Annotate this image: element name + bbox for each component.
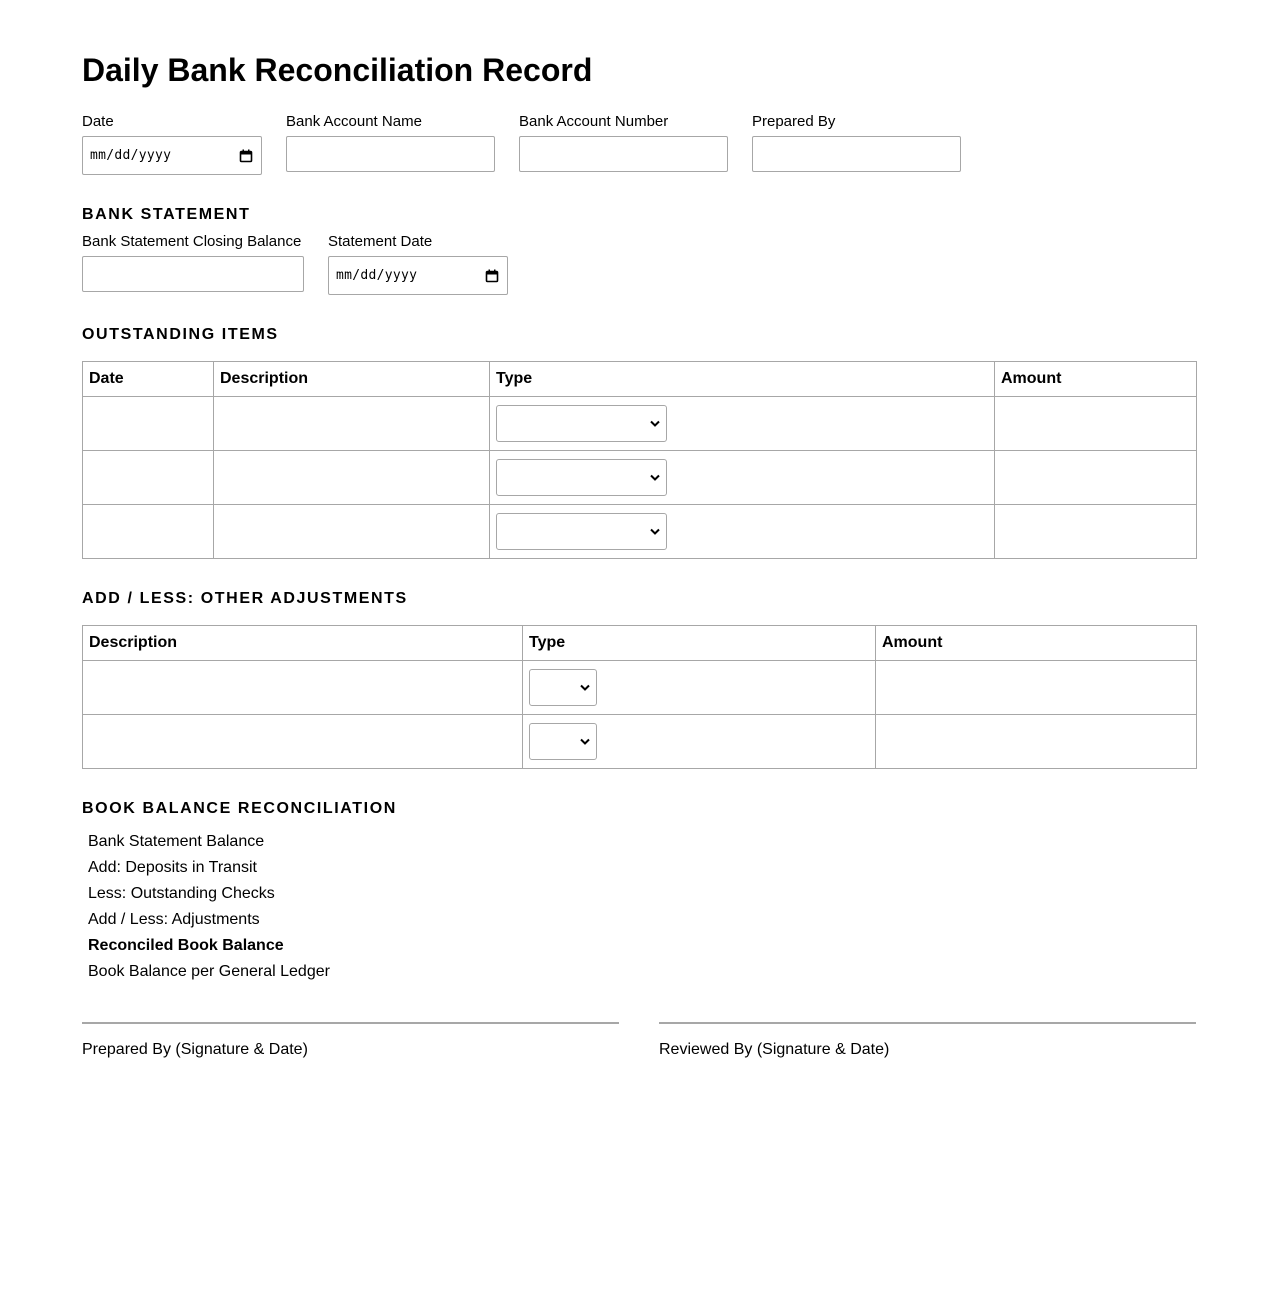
statement-date-placeholder: mm/dd/yyyy — [336, 268, 418, 283]
bank-account-name-label: Bank Account Name — [286, 113, 422, 130]
statement-date-label: Statement Date — [328, 233, 433, 250]
type-cell — [523, 715, 876, 769]
signature-line — [82, 1022, 619, 1024]
type-select[interactable] — [496, 459, 667, 496]
date-placeholder: mm/dd/yyyy — [90, 148, 172, 163]
bank-account-number-group — [519, 113, 668, 131]
general-ledger-balance-line: Book Balance per General Ledger — [88, 963, 330, 980]
bank-account-number-input[interactable] — [519, 136, 728, 172]
signature-line — [659, 1022, 1196, 1024]
adjustments-heading: ADD / LESS: OTHER ADJUSTMENTS — [82, 590, 408, 607]
bank-account-name-input[interactable] — [286, 136, 495, 172]
bank-account-name-group — [286, 113, 422, 131]
adjustments-table — [82, 625, 1197, 769]
statement-date-group — [328, 233, 433, 283]
prepared-by-signature — [82, 1022, 619, 1060]
table-row — [83, 397, 1197, 451]
reconciled-book-balance-line: Reconciled Book Balance — [88, 937, 284, 954]
description-cell[interactable] — [214, 397, 490, 451]
description-cell[interactable] — [83, 715, 523, 769]
table-header-row — [83, 626, 1197, 661]
type-cell — [523, 661, 876, 715]
table-row — [83, 451, 1197, 505]
type-select[interactable] — [496, 405, 667, 442]
bank-statement-heading: BANK STATEMENT — [82, 206, 251, 223]
date-field-group — [82, 113, 172, 163]
date-cell[interactable] — [83, 505, 214, 559]
column-header-type: Type — [490, 362, 995, 397]
closing-balance-input[interactable] — [82, 256, 304, 292]
amount-cell[interactable] — [876, 715, 1197, 769]
outstanding-items-table — [82, 361, 1197, 559]
amount-cell[interactable] — [995, 451, 1197, 505]
chevron-down-icon — [650, 528, 660, 535]
prepared-by-group — [752, 113, 835, 131]
date-input[interactable] — [82, 136, 262, 175]
column-header-amount: Amount — [876, 626, 1197, 661]
deposits-in-transit-line: Add: Deposits in Transit — [88, 859, 257, 876]
chevron-down-icon — [580, 738, 590, 745]
description-cell[interactable] — [214, 451, 490, 505]
prepared-by-input[interactable] — [752, 136, 961, 172]
amount-cell[interactable] — [995, 505, 1197, 559]
calendar-icon[interactable] — [239, 149, 253, 163]
prepared-by-signature-label: Prepared By (Signature & Date) — [82, 1041, 308, 1058]
column-header-date: Date — [83, 362, 214, 397]
book-balance-list — [88, 829, 330, 985]
outstanding-checks-line: Less: Outstanding Checks — [88, 885, 275, 902]
bank-account-number-label: Bank Account Number — [519, 113, 669, 130]
type-select[interactable] — [529, 723, 597, 760]
date-label: Date — [82, 113, 114, 130]
outstanding-items-heading: OUTSTANDING ITEMS — [82, 326, 279, 343]
table-header-row — [83, 362, 1197, 397]
reviewed-by-signature-label: Reviewed By (Signature & Date) — [659, 1041, 890, 1058]
bank-statement-balance-line: Bank Statement Balance — [88, 833, 265, 850]
chevron-down-icon — [580, 684, 590, 691]
table-row — [83, 715, 1197, 769]
table-row — [83, 505, 1197, 559]
chevron-down-icon — [650, 474, 660, 481]
type-select[interactable] — [529, 669, 597, 706]
type-cell — [490, 505, 995, 559]
amount-cell[interactable] — [876, 661, 1197, 715]
statement-date-input[interactable] — [328, 256, 508, 295]
chevron-down-icon — [650, 420, 660, 427]
table-row — [83, 661, 1197, 715]
type-select[interactable] — [496, 513, 667, 550]
amount-cell[interactable] — [995, 397, 1197, 451]
date-cell[interactable] — [83, 451, 214, 505]
closing-balance-label: Bank Statement Closing Balance — [82, 233, 302, 250]
type-cell — [490, 451, 995, 505]
type-cell — [490, 397, 995, 451]
page-title: Daily Bank Reconciliation Record — [82, 52, 593, 88]
description-cell[interactable] — [214, 505, 490, 559]
date-cell[interactable] — [83, 397, 214, 451]
closing-balance-group — [82, 233, 301, 251]
column-header-description: Description — [214, 362, 490, 397]
calendar-icon[interactable] — [485, 269, 499, 283]
prepared-by-label: Prepared By — [752, 113, 836, 130]
reviewed-by-signature — [659, 1022, 1196, 1060]
adjustments-line: Add / Less: Adjustments — [88, 911, 260, 928]
column-header-amount: Amount — [995, 362, 1197, 397]
column-header-description: Description — [83, 626, 523, 661]
description-cell[interactable] — [83, 661, 523, 715]
book-balance-heading: BOOK BALANCE RECONCILIATION — [82, 800, 397, 817]
column-header-type: Type — [523, 626, 876, 661]
